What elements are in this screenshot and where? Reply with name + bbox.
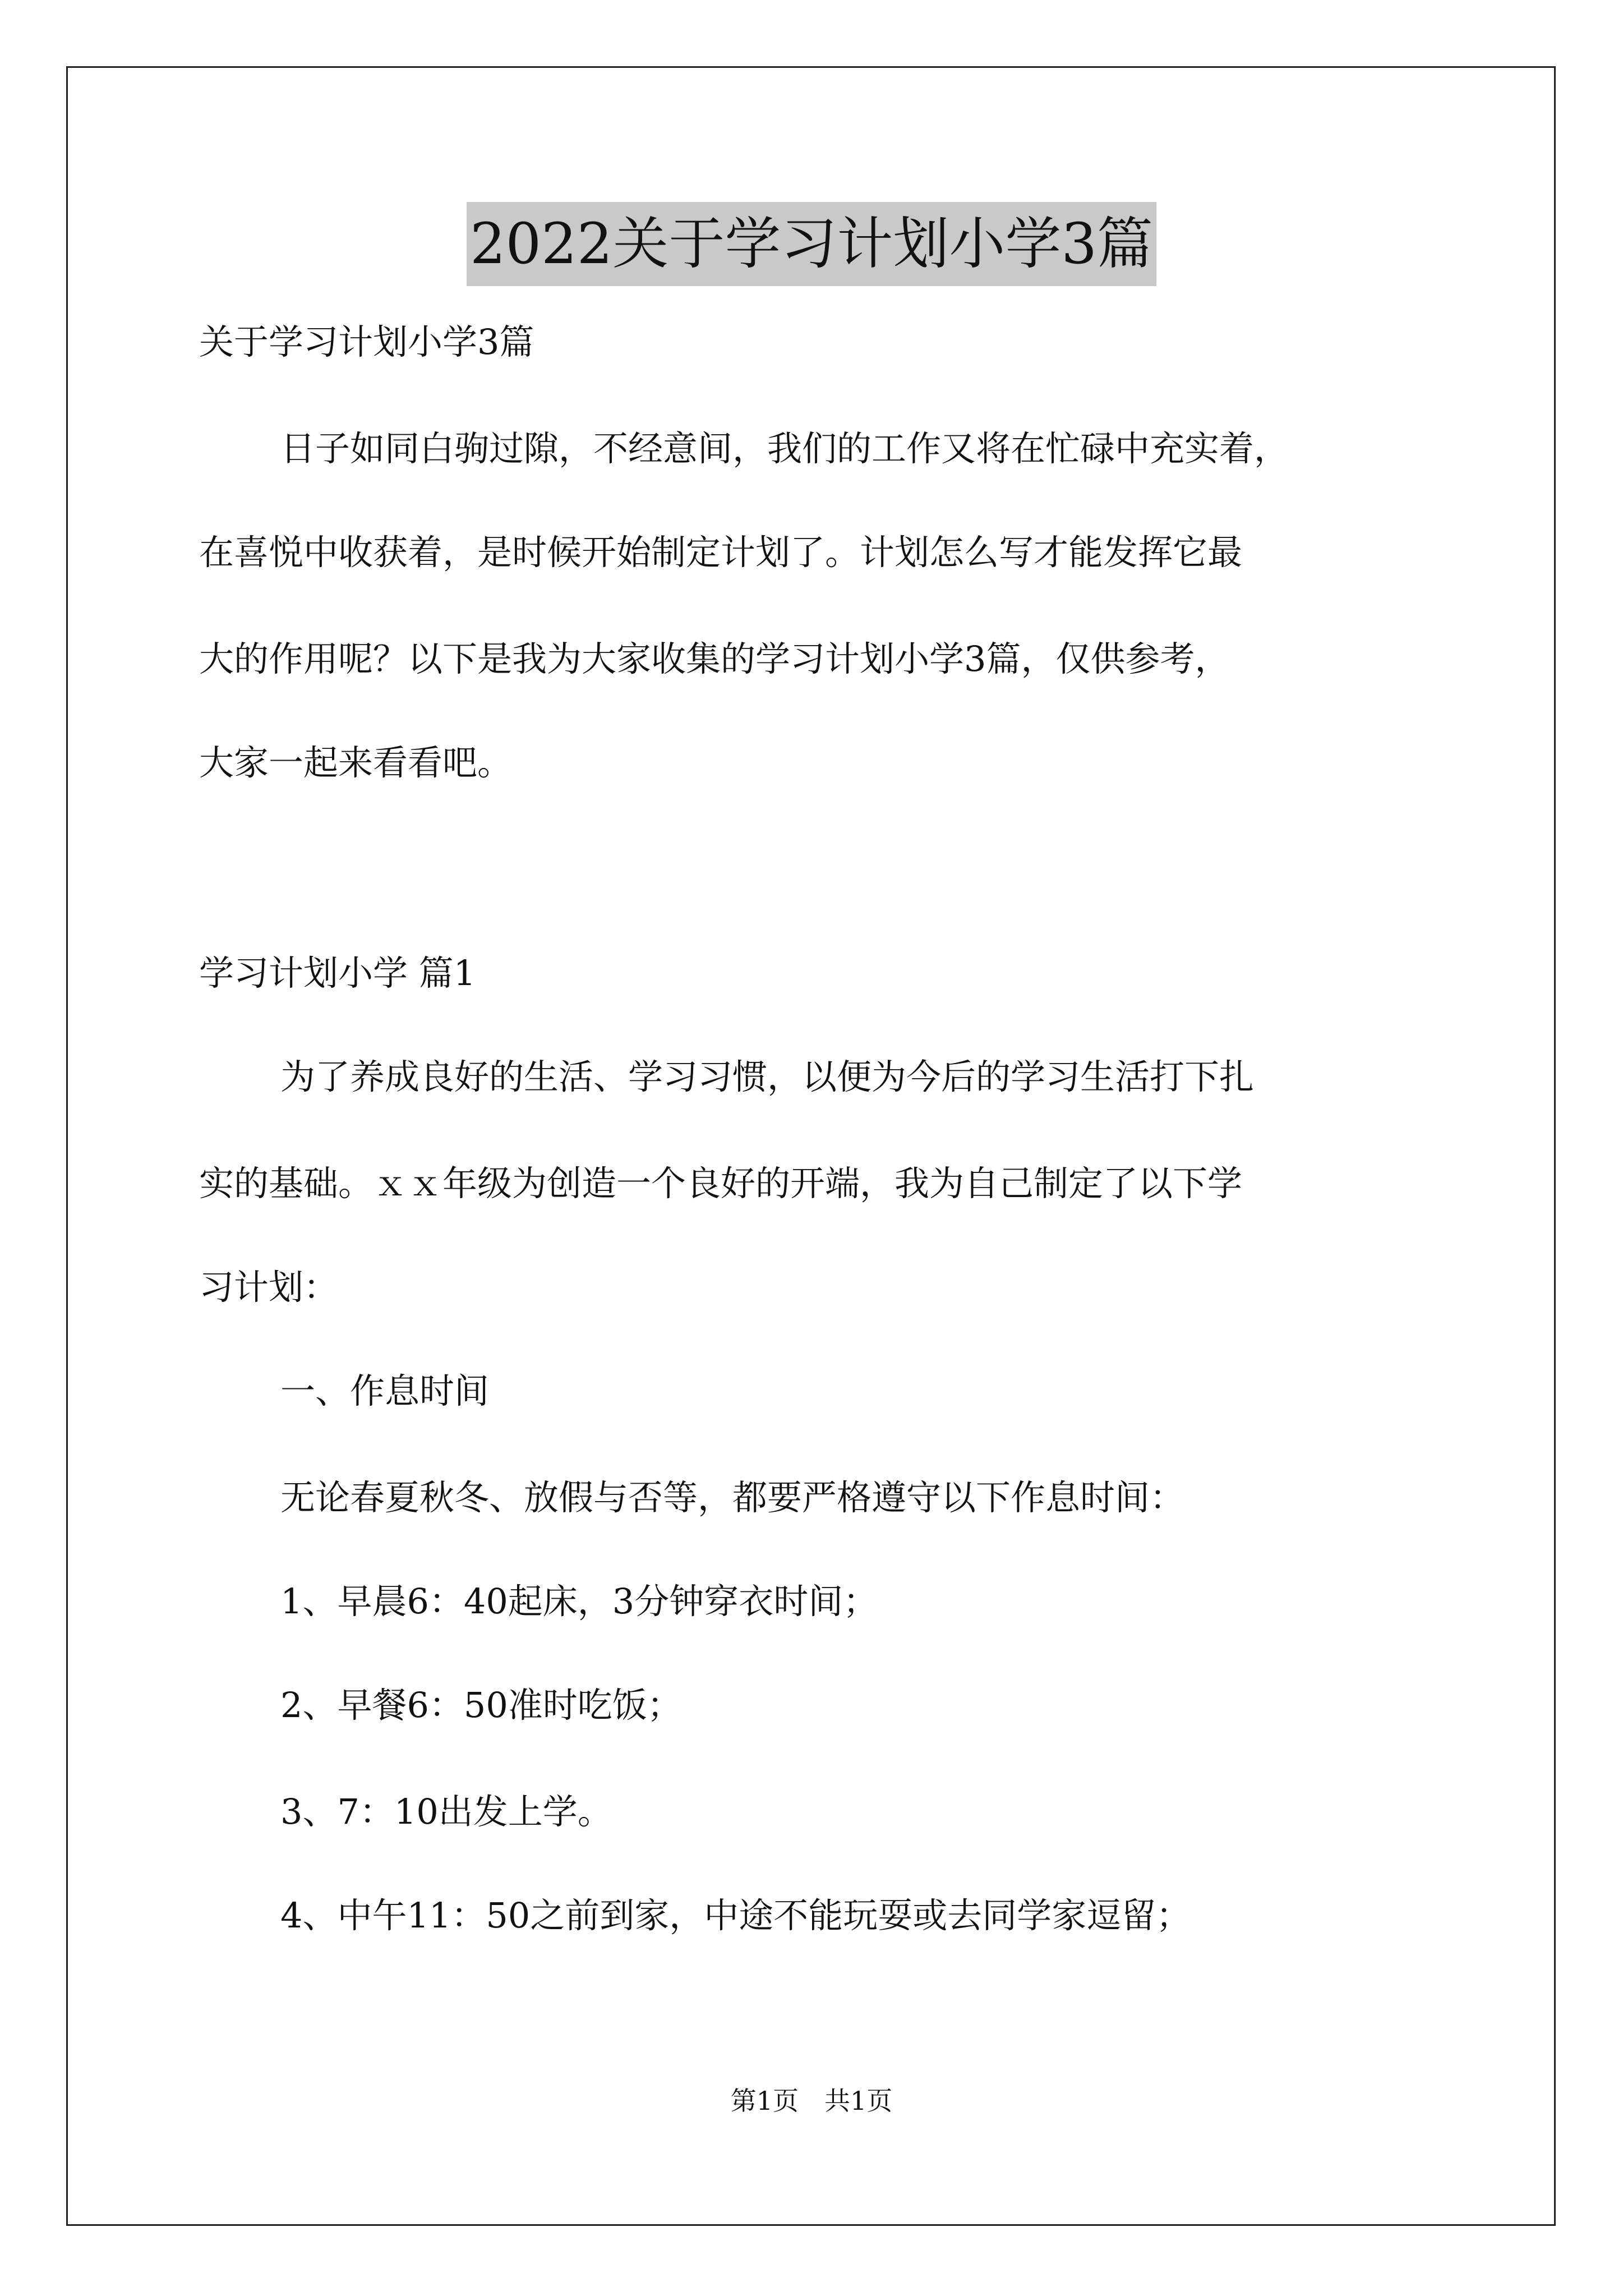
document-title [0, 202, 1623, 286]
intro-line-4: 大家一起来看看吧。 [199, 742, 513, 783]
rule-intro: 无论春夏秋冬、放假与否等，都要严格遵守以下作息时间： [280, 1477, 1185, 1518]
subheading: 一、作息时间 [280, 1370, 490, 1411]
schedule-item-3: 3、7：10出发上学。 [280, 1791, 612, 1832]
document-subtitle: 关于学习计划小学3篇 [199, 321, 534, 362]
schedule-item-1: 1、早晨6：40起床，3分钟穿衣时间； [280, 1581, 878, 1622]
section-line-2: 实的基础。ｘｘ年级为创造一个良好的开端，我为自己制定了以下学 [199, 1163, 1243, 1204]
section-heading: 学习计划小学 篇1 [199, 953, 476, 993]
section-line-3: 习计划： [199, 1267, 339, 1308]
intro-line-2: 在喜悦中收获着，是时候开始制定计划了。计划怎么写才能发挥它最 [199, 532, 1243, 573]
schedule-item-4: 4、中午11：50之前到家，中途不能玩耍或去同学家逗留； [280, 1895, 1191, 1936]
intro-line-1: 日子如同白驹过隙，不经意间，我们的工作又将在忙碌中充实着， [280, 428, 1289, 469]
schedule-item-2: 2、早餐6：50准时吃饭； [280, 1685, 682, 1726]
document-title-text: 2022关于学习计划小学3篇 [467, 202, 1156, 286]
intro-line-3: 大的作用呢？以下是我为大家收集的学习计划小学3篇，仅供参考， [199, 638, 1230, 679]
page-number-footer: 第1页 共1页 [730, 2086, 893, 2116]
section-line-1: 为了养成良好的生活、学习习惯，以便为今后的学习生活打下扎 [280, 1056, 1255, 1097]
